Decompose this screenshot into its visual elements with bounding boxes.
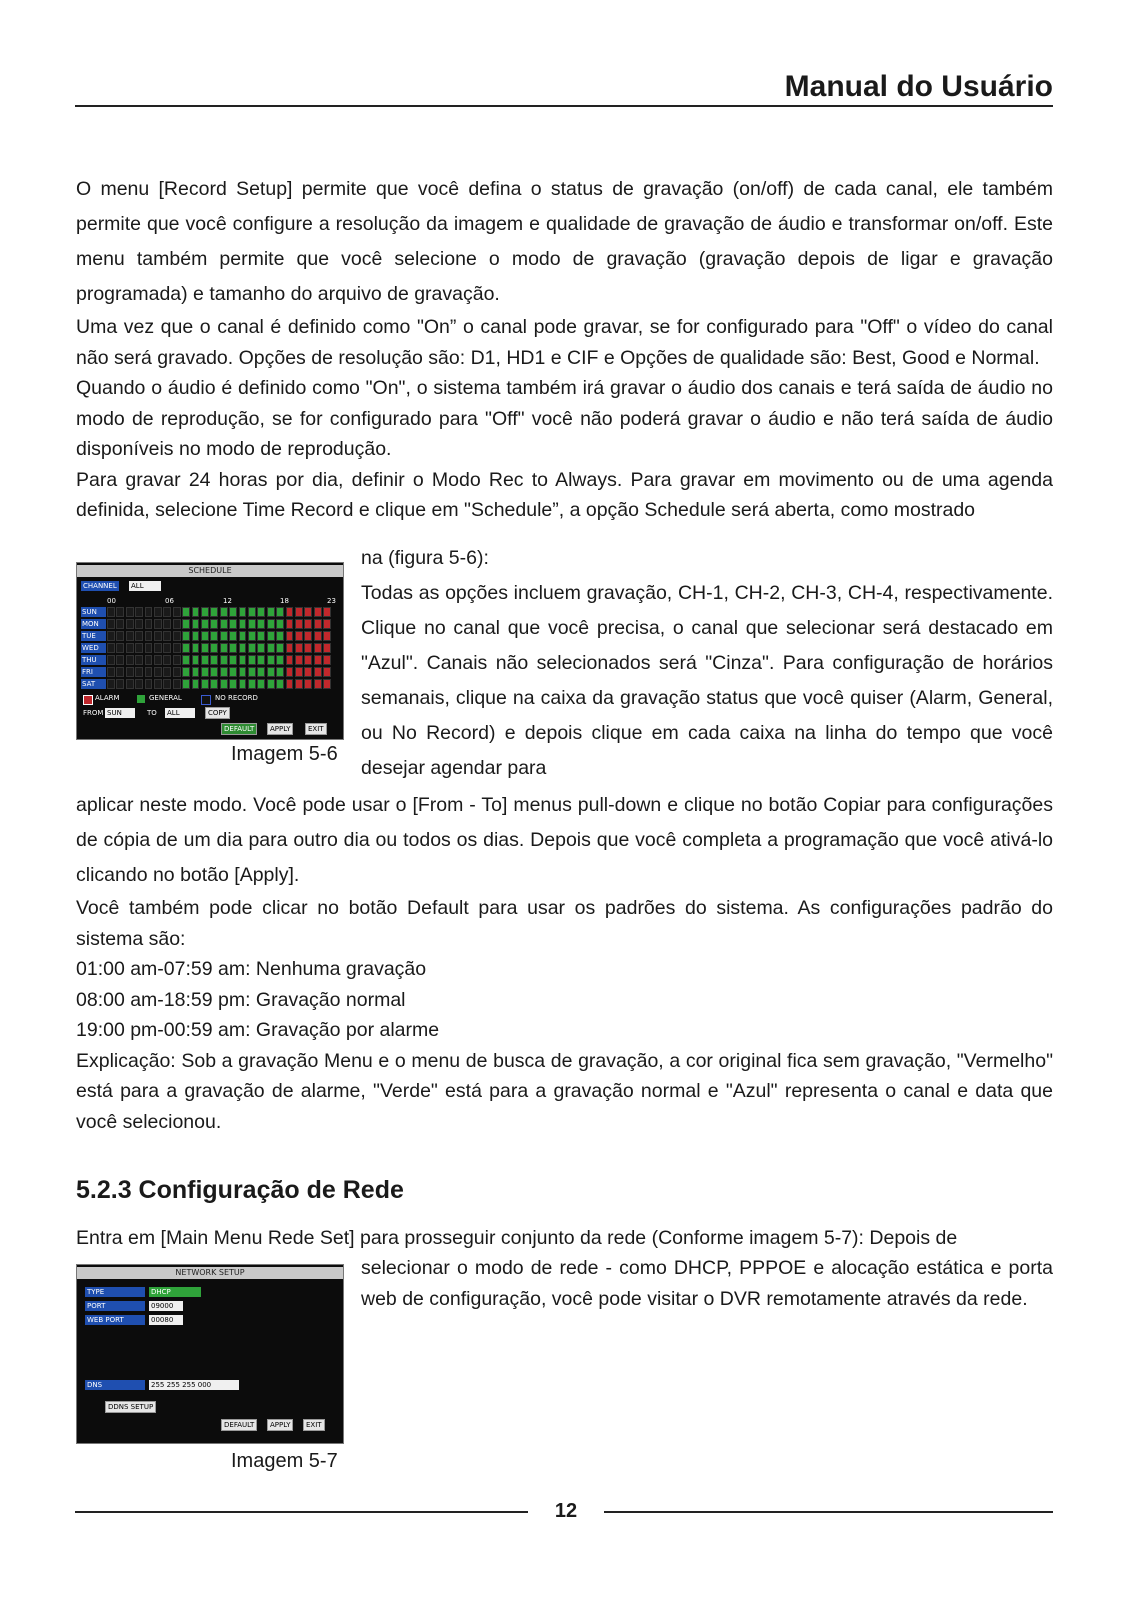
exit-button[interactable]: EXIT [305,723,327,735]
schedule-cell[interactable] [182,655,190,665]
schedule-cell[interactable] [210,643,218,653]
figure-caption-5-7: Imagem 5-7 [231,1450,338,1472]
schedule-cell[interactable] [248,631,256,641]
schedule-cell[interactable] [135,631,143,641]
schedule-cell[interactable] [201,643,209,653]
paragraph-default: Você também pode clicar no botão Default para usar os padrões do sistema. As configurações padrão do sistema são: [76,897,1053,950]
schedule-cell[interactable] [163,667,171,677]
schedule-cell[interactable] [257,667,265,677]
schedule-cell[interactable] [267,667,275,677]
schedule-cell[interactable] [229,667,237,677]
schedule-cell[interactable] [220,679,228,689]
schedule-cell[interactable] [304,679,312,689]
day-label: SAT [81,679,106,689]
schedule-cell[interactable] [323,655,331,665]
schedule-cell[interactable] [107,607,115,617]
schedule-cell[interactable] [267,679,275,689]
schedule-cell[interactable] [229,631,237,641]
schedule-cell[interactable] [163,655,171,665]
apply-button[interactable]: APPLY [267,1419,293,1431]
schedule-cell[interactable] [154,655,162,665]
paragraph-channel-on: Uma vez que o canal é definido como "On” o canal pode gravar, se for configurado para "Off" o vídeo do canal não será gravado. Opções de resolução são: D1, HD1 e CIF e Opções de qualidade são: Best, Good e Normal. [76,316,1053,369]
footer-rule-right [604,1511,1053,1513]
schedule-cell[interactable] [248,679,256,689]
schedule-cell[interactable] [257,643,265,653]
schedule-cell[interactable] [173,619,181,629]
schedule-cell[interactable] [239,655,247,665]
schedule-cell[interactable] [286,679,294,689]
general-legend-swatch[interactable] [137,695,145,703]
schedule-cell[interactable] [173,631,181,641]
default-line-3: 19:00 pm-00:59 am: Gravação por alarme [76,1019,440,1041]
schedule-cell[interactable] [116,679,124,689]
schedule-cell[interactable] [135,655,143,665]
header-rule [75,105,1053,107]
schedule-cell[interactable] [257,655,265,665]
schedule-cell[interactable] [173,679,181,689]
day-label: MON [81,619,106,629]
type-select[interactable]: DHCP [149,1287,201,1297]
alarm-legend-label: ALARM [95,694,120,702]
hour-label: 12 [223,597,232,605]
schedule-cell[interactable] [286,655,294,665]
schedule-cell[interactable] [276,631,284,641]
schedule-cell[interactable] [201,607,209,617]
schedule-cell[interactable] [201,679,209,689]
day-label: FRI [81,667,106,677]
network-title: NETWORK SETUP [77,1267,343,1279]
schedule-cell[interactable] [314,631,322,641]
figure-caption-5-6: Imagem 5-6 [231,743,338,765]
schedule-cell[interactable] [154,607,162,617]
paragraph-record-setup: O menu [Record Setup] permite que você defina o status de gravação (on/off) de cada canal, ele também permite que você configure a resolução da imagem e qualidade de gravação de áudio e transformar on/off. Este menu também permite que você selecione o modo de gravação (gravação depois de ligar e gravação programada) e tamanho do arquivo de gravação. [76,178,1053,305]
schedule-cell[interactable] [126,631,134,641]
port-input[interactable]: 09000 [149,1301,183,1311]
schedule-cell[interactable] [304,619,312,629]
schedule-cell[interactable] [276,607,284,617]
schedule-cell[interactable] [267,607,275,617]
paragraph-record-mode: Para gravar 24 horas por dia, definir o Modo Rec to Always. Para gravar em movimento ou de uma agenda definida, selecione Time Record e clique em "Schedule”, a opção Schedule será aberta, como mostrado [76,468,1053,521]
schedule-cell[interactable] [201,619,209,629]
paragraph-explanation: Explicação: Sob a gravação Menu e o menu de busca de gravação, a cor original fica sem gravação, "Vermelho" está para a gravação de alarme, "Verde" está para a gravação normal e "Azul" representa o canal e data que você selecionou. [76,1049,1053,1133]
schedule-cell[interactable] [192,619,200,629]
schedule-cell[interactable] [314,619,322,629]
schedule-cell[interactable] [154,631,162,641]
schedule-cell[interactable] [229,643,237,653]
schedule-cell[interactable] [286,607,294,617]
hour-label: 23 [327,597,336,605]
schedule-screenshot [76,562,344,740]
schedule-cell[interactable] [173,607,181,617]
schedule-cell[interactable] [304,643,312,653]
schedule-cell[interactable] [304,607,312,617]
schedule-cell[interactable] [210,631,218,641]
schedule-cell[interactable] [145,655,153,665]
schedule-cell[interactable] [210,655,218,665]
schedule-cell[interactable] [192,643,200,653]
schedule-title: SCHEDULE [77,565,343,577]
schedule-cell[interactable] [229,655,237,665]
schedule-cell[interactable] [314,643,322,653]
schedule-cell[interactable] [210,667,218,677]
schedule-grid[interactable] [81,607,337,691]
schedule-cell[interactable] [276,643,284,653]
schedule-cell[interactable] [220,619,228,629]
wrap-line-figure-ref: na (figura 5-6): [361,547,489,569]
schedule-cell[interactable] [239,631,247,641]
hour-label: 00 [107,597,116,605]
schedule-cell[interactable] [210,607,218,617]
schedule-cell[interactable] [239,607,247,617]
schedule-cell[interactable] [182,643,190,653]
apply-button[interactable]: APPLY [267,723,293,735]
schedule-cell[interactable] [295,631,303,641]
schedule-cell[interactable] [107,655,115,665]
schedule-cell[interactable] [145,631,153,641]
schedule-cell[interactable] [173,643,181,653]
schedule-cell[interactable] [135,607,143,617]
schedule-cell[interactable] [163,619,171,629]
day-label: SUN [81,607,106,617]
page-header-title: Manual do Usuário [784,70,1053,103]
section-intro [76,1223,1053,1254]
schedule-cell[interactable] [239,679,247,689]
schedule-cell[interactable] [145,643,153,653]
schedule-cell[interactable] [116,607,124,617]
schedule-cell[interactable] [304,667,312,677]
schedule-cell[interactable] [286,631,294,641]
body-text-block-2 [76,788,1053,1137]
port-label: PORT [85,1301,145,1311]
schedule-cell[interactable] [323,643,331,653]
schedule-cell[interactable] [163,679,171,689]
network-setup-screenshot [76,1264,344,1444]
schedule-cell[interactable] [126,619,134,629]
hour-label: 06 [165,597,174,605]
section-wrap-paragraph: selecionar o modo de rede - como DHCP, PPPOE e alocação estática e porta web de configuração, você pode visitar o DVR remotamente através da rede. [361,1257,1053,1310]
to-label: TO [147,709,157,717]
schedule-cell[interactable] [323,607,331,617]
schedule-cell[interactable] [154,619,162,629]
schedule-cell[interactable] [323,619,331,629]
paragraph-copy-apply: aplicar neste modo. Você pode usar o [From - To] menus pull-down e clique no botão Copiar para configurações de cópia de um dia para outro dia ou todos os dias. Depois que você completa a programação que você ativá-lo clicando no botão [Apply]. [76,794,1053,886]
schedule-cell[interactable] [220,607,228,617]
schedule-cell[interactable] [220,667,228,677]
schedule-cell[interactable] [107,643,115,653]
schedule-cell[interactable] [248,607,256,617]
schedule-cell[interactable] [192,667,200,677]
schedule-cell[interactable] [210,679,218,689]
schedule-cell[interactable] [314,679,322,689]
schedule-cell[interactable] [107,667,115,677]
schedule-cell[interactable] [323,631,331,641]
hour-label: 18 [280,597,289,605]
schedule-cell[interactable] [220,631,228,641]
wrap-text-block-1 [361,541,1053,786]
schedule-cell[interactable] [295,619,303,629]
day-label: THU [81,655,106,665]
schedule-cell[interactable] [229,607,237,617]
day-label: WED [81,643,106,653]
schedule-cell[interactable] [248,643,256,653]
schedule-cell[interactable] [229,679,237,689]
ddns-setup-button[interactable]: DDNS SETUP [105,1401,156,1413]
alarm-legend-swatch[interactable] [83,695,93,705]
schedule-cell[interactable] [182,619,190,629]
schedule-cell[interactable] [192,679,200,689]
default-line-2: 08:00 am-18:59 pm: Gravação normal [76,988,406,1011]
schedule-cell[interactable] [192,607,200,617]
section-heading: 5.2.3 Configuração de Rede [76,1176,404,1204]
schedule-cell[interactable] [145,667,153,677]
schedule-cell[interactable] [126,679,134,689]
copy-button[interactable]: COPY [205,707,230,719]
general-legend-label: GENERAL [149,694,182,702]
schedule-cell[interactable] [182,679,190,689]
page-number: 12 [554,1500,578,1522]
schedule-cell[interactable] [304,655,312,665]
schedule-cell[interactable] [116,631,124,641]
schedule-cell[interactable] [267,655,275,665]
schedule-cell[interactable] [173,667,181,677]
web-port-input[interactable]: 00080 [149,1315,183,1325]
schedule-cell[interactable] [126,643,134,653]
schedule-cell[interactable] [276,679,284,689]
schedule-cell[interactable] [286,667,294,677]
schedule-cell[interactable] [135,679,143,689]
schedule-cell[interactable] [182,631,190,641]
schedule-cell[interactable] [295,667,303,677]
schedule-cell[interactable] [163,607,171,617]
from-select[interactable]: SUN [105,708,135,718]
schedule-cell[interactable] [314,607,322,617]
schedule-cell[interactable] [116,643,124,653]
schedule-cell[interactable] [116,655,124,665]
schedule-cell[interactable] [248,655,256,665]
schedule-cell[interactable] [210,619,218,629]
schedule-cell[interactable] [295,679,303,689]
type-label: TYPE [85,1287,145,1297]
schedule-cell[interactable] [286,619,294,629]
no-record-legend-swatch[interactable] [201,695,211,705]
schedule-cell[interactable] [145,619,153,629]
schedule-cell[interactable] [173,655,181,665]
schedule-cell[interactable] [154,667,162,677]
schedule-cell[interactable] [239,643,247,653]
schedule-cell[interactable] [286,643,294,653]
schedule-cell[interactable] [295,607,303,617]
footer-rule-left [75,1511,528,1513]
schedule-cell[interactable] [145,607,153,617]
default-line-1: 01:00 am-07:59 am: Nenhuma gravação [76,958,427,980]
schedule-cell[interactable] [182,607,190,617]
schedule-cell[interactable] [276,619,284,629]
schedule-cell[interactable] [154,679,162,689]
channel-select[interactable]: ALL [129,581,161,591]
schedule-cell[interactable] [116,619,124,629]
schedule-cell[interactable] [276,655,284,665]
schedule-cell[interactable] [126,607,134,617]
schedule-cell[interactable] [182,667,190,677]
exit-button[interactable]: EXIT [303,1419,325,1431]
from-label: FROM [83,709,104,717]
channel-label: CHANNEL [83,582,117,590]
schedule-cell[interactable] [323,667,331,677]
schedule-cell[interactable] [314,655,322,665]
schedule-cell[interactable] [314,667,322,677]
schedule-cell[interactable] [126,667,134,677]
wrap-text-block-2 [361,1253,1053,1315]
schedule-cell[interactable] [239,619,247,629]
schedule-cell[interactable] [257,631,265,641]
schedule-cell[interactable] [201,655,209,665]
schedule-cell[interactable] [257,619,265,629]
schedule-cell[interactable] [126,655,134,665]
section-intro-line: Entra em [Main Menu Rede Set] para prosseguir conjunto da rede (Conforme imagem 5-7): Depois de [76,1227,958,1249]
schedule-cell[interactable] [248,667,256,677]
dns-input[interactable]: 255 255 255 000 [149,1380,239,1390]
schedule-cell[interactable] [295,655,303,665]
schedule-cell[interactable] [135,643,143,653]
schedule-cell[interactable] [163,631,171,641]
no-record-legend-label: NO RECORD [215,694,258,702]
schedule-cell[interactable] [201,631,209,641]
day-label: TUE [81,631,106,641]
schedule-cell[interactable] [201,667,209,677]
web-port-label: WEB PORT [85,1315,145,1325]
schedule-cell[interactable] [220,643,228,653]
schedule-cell[interactable] [192,655,200,665]
schedule-cell[interactable] [257,679,265,689]
schedule-cell[interactable] [145,679,153,689]
body-text-block-1 [76,172,1053,526]
schedule-cell[interactable] [304,631,312,641]
schedule-cell[interactable] [107,631,115,641]
schedule-cell[interactable] [192,631,200,641]
schedule-cell[interactable] [267,619,275,629]
schedule-cell[interactable] [135,619,143,629]
schedule-cell[interactable] [116,667,124,677]
schedule-cell[interactable] [107,619,115,629]
schedule-cell[interactable] [267,631,275,641]
schedule-cell[interactable] [163,643,171,653]
wrap-paragraph-options: Todas as opções incluem gravação, CH-1, CH-2, CH-3, CH-4, respectivamente. Clique no canal que você precisa, o canal que selecionar será destacado em "Azul". Canais não selecionados será "Cinza". Para configuração de horários semanais, clique na caixa da gravação status que você quiser (Alarm, General, ou No Record) e depois clique em cada caixa na linha do tempo que você desejar agendar para [361,582,1053,779]
default-button[interactable]: DEFAULT [221,1419,257,1431]
schedule-cell[interactable] [248,619,256,629]
schedule-cell[interactable] [323,679,331,689]
schedule-cell[interactable] [239,667,247,677]
to-select[interactable]: ALL [165,708,195,718]
schedule-cell[interactable] [257,607,265,617]
schedule-cell[interactable] [107,679,115,689]
paragraph-audio: Quando o áudio é definido como "On", o sistema também irá gravar o áudio dos canais e terá saída de áudio no modo de reprodução, se for configurado para "Off" você não poderá gravar o áudio e não terá saída de áudio disponíveis no modo de reprodução. [76,377,1053,460]
schedule-cell[interactable] [295,643,303,653]
default-button[interactable]: DEFAULT [221,723,257,735]
schedule-cell[interactable] [229,619,237,629]
schedule-cell[interactable] [267,643,275,653]
schedule-cell[interactable] [154,643,162,653]
schedule-cell[interactable] [276,667,284,677]
dns-label: DNS [85,1380,145,1390]
schedule-cell[interactable] [135,667,143,677]
schedule-cell[interactable] [220,655,228,665]
